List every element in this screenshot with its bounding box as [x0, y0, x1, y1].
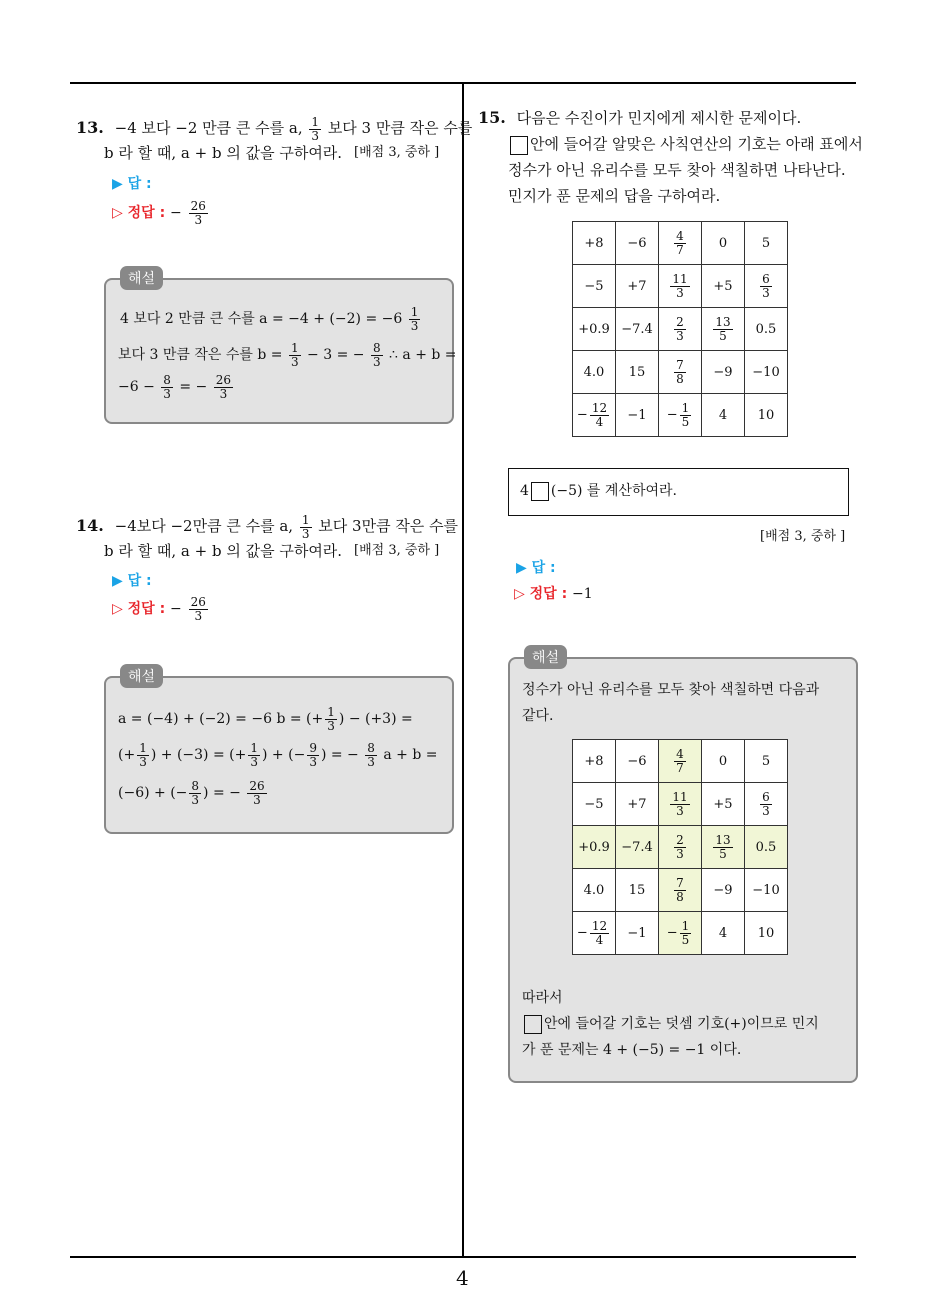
fraction: $\frac{1}{5}$	[681, 918, 690, 947]
fraction: $\frac{6}{3}$	[762, 271, 770, 300]
fraction: $\frac{12}{4}$	[591, 400, 608, 429]
bottom-rule	[70, 1256, 856, 1258]
table-cell: 5	[745, 222, 788, 265]
highlighted-number-table	[572, 739, 788, 955]
table-cell: +5	[702, 783, 745, 826]
table-cell: −10	[745, 869, 788, 912]
table-row	[573, 740, 788, 783]
table-cell: 0.5	[745, 308, 788, 351]
table-cell	[659, 740, 702, 783]
answer-label: ▶ 답 :	[112, 176, 152, 192]
solution-label: ▷ 정답 : − $\frac{26}{3}$	[112, 595, 206, 623]
table-cell: +0.9	[573, 826, 616, 869]
table-cell: −7.4	[616, 308, 659, 351]
score-tag: [배점 3, 중하 ]	[354, 145, 440, 160]
fraction: $\frac{11}{3}$	[672, 271, 688, 300]
problem-number: 15.	[478, 108, 506, 127]
table-cell	[659, 783, 702, 826]
table-cell: 5	[745, 740, 788, 783]
table-cell: +8	[573, 740, 616, 783]
solution-label: ▷ 정답 : − $\frac{26}{3}$	[112, 199, 206, 227]
fraction: $\frac{7}{8}$	[676, 875, 684, 904]
table-cell	[659, 308, 702, 351]
problem-number: 14.	[76, 516, 104, 536]
table-cell: −6	[616, 740, 659, 783]
table-cell: +7	[616, 265, 659, 308]
table-cell: −9	[702, 869, 745, 912]
table-cell	[702, 308, 745, 351]
table-cell: −5	[573, 265, 616, 308]
table-row	[573, 308, 788, 351]
answer-label: ▶ 답 :	[516, 560, 556, 576]
table-row	[573, 351, 788, 394]
fraction: $\frac{2}{3}$	[676, 314, 684, 343]
score-tag: [배점 3, 중하 ]	[760, 529, 846, 544]
table-cell: +0.9	[573, 308, 616, 351]
table-cell	[745, 265, 788, 308]
table-cell: −1	[616, 912, 659, 955]
table-cell: 0	[702, 740, 745, 783]
table-cell: 0.5	[745, 826, 788, 869]
table-cell	[659, 222, 702, 265]
table-cell: 10	[745, 394, 788, 437]
explanation-tag: 해설	[120, 664, 163, 688]
table-cell: +5	[702, 265, 745, 308]
table-row	[573, 826, 788, 869]
table-cell: − $\frac{12}{4}$	[573, 912, 616, 955]
page-number: 4	[456, 1266, 469, 1290]
table-cell: 10	[745, 912, 788, 955]
table-cell: 4	[702, 912, 745, 955]
fraction: $\frac{11}{3}$	[672, 789, 688, 818]
table-cell: −5	[573, 783, 616, 826]
explanation-tag: 해설	[120, 266, 163, 290]
table-row	[573, 394, 788, 437]
table-cell: −9	[702, 351, 745, 394]
table-cell	[702, 826, 745, 869]
table-cell: 4.0	[573, 351, 616, 394]
fraction: $\frac{4}{7}$	[676, 228, 684, 257]
table-cell: 15	[616, 869, 659, 912]
table-row	[573, 912, 788, 955]
explanation-tag: 해설	[524, 645, 567, 669]
table-cell: +7	[616, 783, 659, 826]
number-table	[572, 221, 788, 437]
table-cell: −1	[616, 394, 659, 437]
table-row	[573, 869, 788, 912]
score-tag: [배점 3, 중하 ]	[354, 543, 440, 558]
table-cell	[659, 826, 702, 869]
fraction: $\frac{2}{3}$	[676, 832, 684, 861]
fraction: $\frac{1}{3}$	[301, 513, 310, 541]
solution-label: ▷ 정답 : −1	[514, 586, 593, 602]
fraction: $\frac{7}{8}$	[676, 357, 684, 386]
table-row	[573, 222, 788, 265]
table-cell: 15	[616, 351, 659, 394]
table-cell: − $\frac{1}{5}$	[659, 912, 702, 955]
solution-fraction: $\frac{26}{3}$	[190, 199, 206, 227]
table-cell	[659, 351, 702, 394]
blank-box	[524, 1015, 542, 1034]
table-cell: +8	[573, 222, 616, 265]
blank-box	[531, 482, 549, 501]
table-cell: 0	[702, 222, 745, 265]
table-cell: −6	[616, 222, 659, 265]
fraction: $\frac{1}{3}$	[311, 115, 320, 143]
table-cell: − $\frac{1}{5}$	[659, 394, 702, 437]
fraction: $\frac{13}{5}$	[715, 832, 731, 861]
fraction: $\frac{13}{5}$	[715, 314, 731, 343]
table-row	[573, 783, 788, 826]
answer-label: ▶ 답 :	[112, 573, 152, 589]
table-cell: −10	[745, 351, 788, 394]
problem-number: 13.	[76, 118, 104, 138]
fraction: $\frac{1}{5}$	[681, 400, 690, 429]
column-divider	[462, 82, 464, 1257]
fraction: $\frac{6}{3}$	[762, 789, 770, 818]
blank-box	[510, 136, 528, 155]
table-cell: −7.4	[616, 826, 659, 869]
table-cell	[659, 265, 702, 308]
table-row	[573, 265, 788, 308]
table-cell: 4.0	[573, 869, 616, 912]
fraction: $\frac{4}{7}$	[676, 746, 684, 775]
table-cell	[745, 783, 788, 826]
table-cell	[659, 869, 702, 912]
fraction: $\frac{12}{4}$	[591, 918, 608, 947]
table-cell: − $\frac{12}{4}$	[573, 394, 616, 437]
solution-fraction: $\frac{26}{3}$	[190, 595, 206, 623]
table-cell: 4	[702, 394, 745, 437]
